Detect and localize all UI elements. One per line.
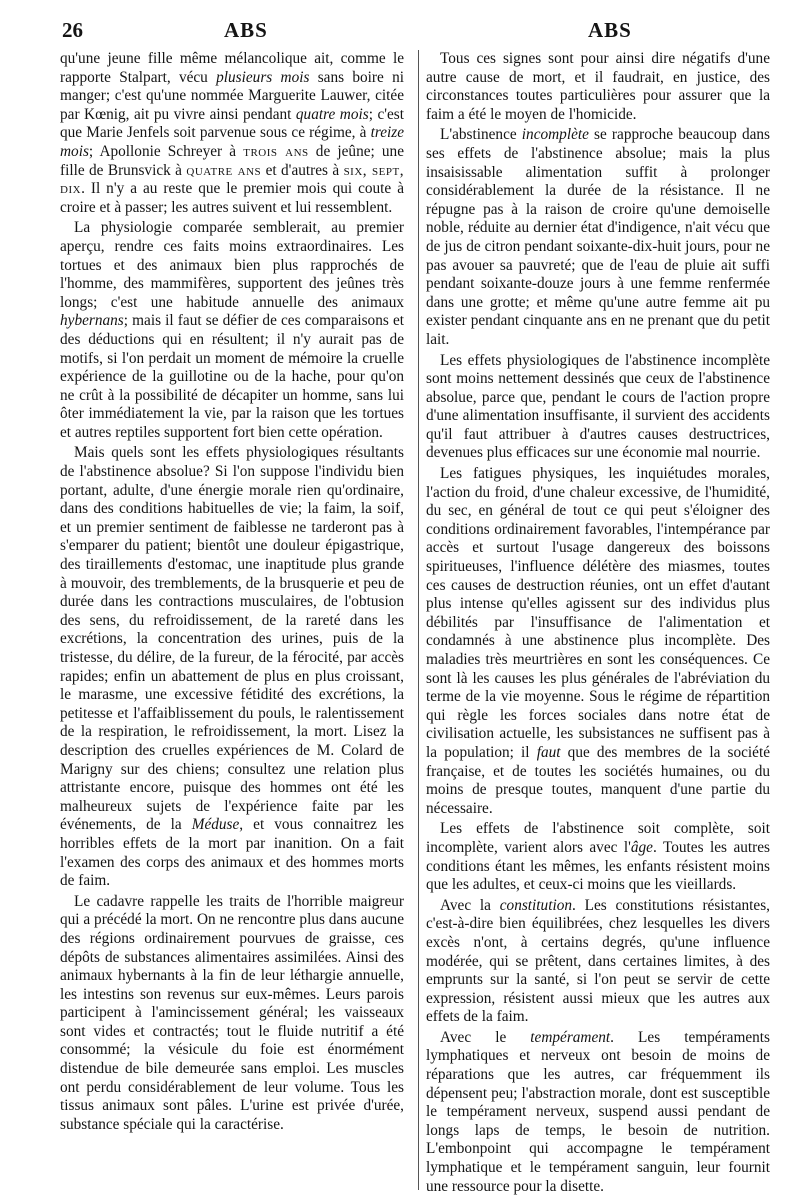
italic-text: incomplète bbox=[521, 126, 589, 144]
text-run: . Les tempéraments lymphatiques et nerveux ont besoin de moins de réparations que les autres, car fréquemment ils dépensent peu; l'abstraction morale, dont est susceptible le tempérament nerveux, suspend aussi pendant de longs laps de temps, le besoin de nutrition. L'embonpoint qui accompagne le tempérament lymphatique et le tempérament sanguin, leur fournit une ressource pour la disette. bbox=[426, 1028, 770, 1195]
paragraph bbox=[426, 126, 770, 349]
italic-text: faut bbox=[536, 743, 561, 761]
text-run: de jeûne; une fille de Brunsvick à bbox=[60, 142, 404, 179]
text-run: Le cadavre rappelle les traits de l'horrible maigreur qui a précédé la mort. On ne rencontre plus dans aucune des régions ordinairement pourvues de graisse, ces dépôts de substances alimentaires assimilées. Ainsi des animaux hybernants à la fin de leur léthargie annuelle, les intestins son revenus sur eux-mêmes. Leurs parois participent à l'amincissement général; les vaisseaux sont vides et contractés; tout le fluide nutritif a été consommé; la vésicule du foie est énormément distendue de bile demeurée sans emploi. Les muscles ont perdu considérablement de leur volume. Tous les tissus animaux sont pâles. L'urine est privée d'urée, substance spéciale qui la caractérise. bbox=[60, 892, 404, 1133]
paragraph bbox=[426, 897, 770, 1027]
text-run: Les fatigues physiques, les inquiétudes morales, l'action du froid, d'une chaleur excessive, de l'humidité, du sec, en général de tout ce qui peut s'éloigner des conditions ordinairement favorables, l'intempérance par accès et surtout l'usage dangereux des boissons spiritueuses, l'influence délétère des miasmes, toutes ces causes de destruction réunies, ont un effet d'autant plus intense qu'elles agissent sur des individus plus débilités par l'insuffisance de l'alimentation et condamnés à une abstinence plus incomplète. Des maladies très meurtrières en sont les conséquences. Ce sont là les causes les plus générales de l'abréviation du terme de la vie moyenne. Sous le régime de répartition qui règle les forces sociales dans notre état de civilisation actuelle, les subsistances ne suffisent pas à la population; il bbox=[426, 465, 770, 761]
text-columns bbox=[60, 50, 770, 1198]
paragraph bbox=[426, 820, 770, 894]
text-run: Avec la bbox=[440, 896, 500, 914]
text-run: . Il n'y a au reste que le premier mois qui coute à croire et à passer; les autres suivent et lui ressemblent. bbox=[60, 180, 404, 216]
paragraph bbox=[60, 444, 404, 890]
paragraph bbox=[60, 50, 404, 217]
small-caps-text: quatre ans bbox=[186, 161, 262, 179]
italic-text: quatre mois bbox=[295, 105, 369, 123]
italic-text: tempérament bbox=[530, 1028, 611, 1046]
running-head-right: ABS bbox=[588, 18, 632, 42]
page-number: 26 bbox=[62, 18, 83, 42]
text-run: sans boire ni manger; c'est qu'une nommée Marguerite Lauwer, citée par Kœnig, ait pu vivre ainsi pendant bbox=[60, 68, 404, 123]
italic-text: constitution bbox=[499, 896, 572, 914]
italic-text: Méduse bbox=[191, 816, 240, 834]
text-run: ; c'est que Marie Jenfels soit parvenue sous ce régime, à bbox=[60, 105, 404, 142]
text-run: ; mais il faut se défier de ces comparaisons et des déductions qui en résultent; il n'y aurait pas de motifs, si l'on perdait un moment de mémoire la cruelle expérience de la guillotine ou de la hache, pour qu'on ne crût à la possibilité de décapiter un homme, sans lui ôter immédiatement la vie, par la raison que les tortues et autres reptiles supportent fort bien cette opération. bbox=[60, 312, 404, 441]
text-run: et d'autres à bbox=[261, 161, 344, 179]
running-head-left: ABS bbox=[224, 18, 268, 42]
text-run: L'abstinence bbox=[440, 126, 522, 144]
paragraph bbox=[60, 893, 404, 1135]
italic-text: plusieurs mois bbox=[216, 68, 310, 86]
left-column bbox=[60, 50, 404, 1198]
text-run: Tous ces signes sont pour ainsi dire négatifs d'une autre cause de mort, et il faudrait, en justice, des circonstances toutes particulières pour assurer que la faim a été le moyen de l'homicide. bbox=[426, 50, 770, 123]
paragraph bbox=[426, 1029, 770, 1196]
text-run: . Les constitutions résistantes, c'est-à-dire bien équilibrées, chez lesquelles les divers excès n'ont, à certains degrés, qu'une influence modérée, qui se prêtent, dans certaines limites, à des emprunts sur la santé, si l'on peut se servir de cette expression, résistent aussi mieux que les autres aux effets de la faim. bbox=[426, 896, 770, 1026]
text-run: que des membres de la société française, et de toutes les sociétés humaines, ou du moins de presque toutes, manquent d'une partie du nécessaire. bbox=[426, 743, 770, 817]
italic-text: treize mois bbox=[60, 124, 404, 160]
text-run: qu'une jeune fille même mélancolique ait, comme le rapporte Stalpart, vécu bbox=[60, 50, 404, 86]
text-run: , et vous connaitrez les horribles effets de la mort par inanition. On a fait l'examen des corps des animaux et des hommes morts de faim. bbox=[60, 816, 404, 890]
right-column bbox=[426, 50, 770, 1198]
text-run: Les effets de l'abstinence soit complète, soit incomplète, varient alors avec l' bbox=[426, 820, 770, 856]
text-run: se rapproche beaucoup dans ses effets de l'abstinence absolue; mais la plus insaisissable alimentation suffit à prolonger considérablement la durée de la résistance. Il ne répugne pas à la raison de croire qu'une demoiselle noble, réduite au dernier état d'indigence, n'ait vécu que de jus de citron pendant soixante-dix-huit jours, pour ne pas avouer sa pauvreté; que de l'eau de pluie ait suffi pendant soixante-douze jours à une femme renfermée dans une grotte; et même qu'une autre femme ait pu exister pendant cinquante ans en ne prenant que du petit lait. bbox=[426, 126, 770, 348]
text-run: . Toutes les autres conditions étant les mêmes, les enfants résistent moins que les adultes, et ceux-ci moins que les vieillards. bbox=[426, 838, 770, 894]
text-run: Avec le bbox=[440, 1028, 531, 1046]
paragraph bbox=[426, 465, 770, 818]
text-run: Mais quels sont les effets physiologiques résultants de l'abstinence absolue? Si l'on suppose l'individu bien portant, adulte, d'une énergie morale rien qu'ordinaire, dans des conditions habituelles de vie; la faim, la soif, et un premier sentiment de faiblesse ne tarderont pas à s'emparer du patient; bientôt une douleur épigastrique, des tiraillements d'estomac, une inaptitude plus grande à mouvoir, des tremblements, de la brusquerie et peu de durée dans les contractions musculaires, de l'obtusion des sens, du refroidissement, de la rareté dans les excrétions, la concentration des urines, puis de la tristesse, du délire, de la fureur, de la férocité, par accès rapides; enfin un abattement de plus en plus croissant, le marasme, une excessive fétidité des excrétions, la petitesse et l'affaiblissement du pouls, le ralentissement de la respiration, le refroidissement, la mort. Lisez la description des cruelles expériences de M. Colard de Marigny sur des chiens; consultez une relation plus attristante encore, puisque des hommes ont été les malheureux sujets de l'expérience faite par les événements, de la bbox=[60, 444, 404, 834]
paragraph bbox=[426, 50, 770, 124]
column-rule bbox=[418, 50, 419, 1190]
italic-text: hybernans bbox=[60, 312, 124, 330]
page-header bbox=[60, 14, 770, 50]
small-caps-text: six, sept, dix bbox=[60, 161, 405, 198]
italic-text: âge bbox=[630, 838, 653, 856]
text-run: Les effets physiologiques de l'abstinence incomplète sont moins nettement dessinés que ceux de l'abstinence absolue, parce que, pendant le cours de l'action propre d'une alimentation insuffisante, il survient des accidents qu'il faut attribuer à d'autres causes destructrices, devenues plus efficaces sur une économie mal nourrie. bbox=[426, 351, 770, 462]
small-caps-text: trois ans bbox=[243, 142, 309, 160]
paragraph bbox=[60, 219, 404, 442]
paragraph bbox=[426, 352, 770, 464]
text-run: ; Apollonie Schreyer à bbox=[88, 142, 244, 160]
text-run: La physiologie comparée semblerait, au premier aperçu, rendre ces faits moins extraordinaires. Les tortues et des animaux bien plus rapprochés de l'homme, des mammifères, supportent des jeûnes très longs; c'est une habitude annuelle des animaux bbox=[60, 219, 404, 311]
